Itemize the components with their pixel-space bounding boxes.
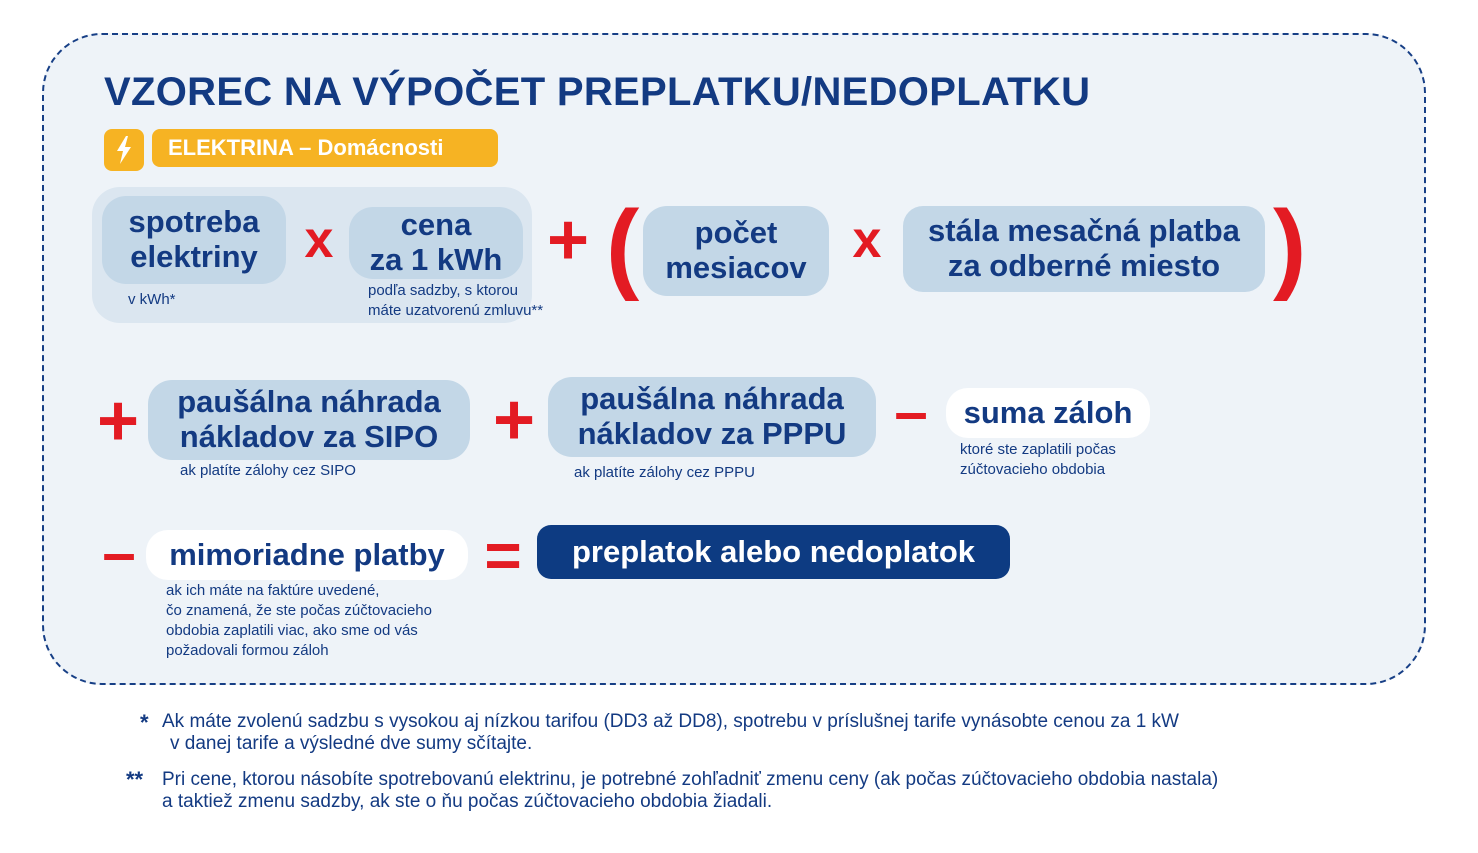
extra-note-1: ak ich máte na faktúre uvedené, bbox=[166, 582, 380, 599]
plus-operator-1: + bbox=[546, 200, 590, 280]
footnote-2-line1: Pri cene, ktorou násobíte spotrebovanú elektrinu, je potrebné zohľadniť zmenu ceny (ak počas zúčtovacieho obdobia nastala) bbox=[162, 769, 1219, 790]
sipo-line2: nákladov za SIPO bbox=[179, 419, 439, 454]
deposits-note-1: ktoré ste zaplatili počas bbox=[960, 441, 1116, 458]
consumption-box bbox=[102, 196, 286, 284]
footnote-2-mark: ** bbox=[126, 767, 144, 792]
fixed-fee-box bbox=[903, 206, 1265, 292]
deposits-note-2: zúčtovacieho obdobia bbox=[960, 461, 1106, 478]
extra-payments-box: mimoriadne platby bbox=[146, 530, 468, 580]
consumption-line1: spotreba bbox=[128, 204, 260, 240]
extra-note-4: požadovali formou záloh bbox=[166, 642, 329, 659]
price-line2: za 1 kWh bbox=[369, 242, 503, 277]
price-box bbox=[349, 207, 523, 279]
deposits-box: suma záloh bbox=[946, 388, 1150, 438]
result-box: preplatok alebo nedoplatok bbox=[537, 525, 1010, 579]
category-badge: ELEKTRINA – Domácnosti bbox=[152, 129, 498, 167]
plus-operator-2: + bbox=[96, 381, 140, 461]
open-parenthesis: ( bbox=[606, 190, 640, 302]
pppu-line1: paušálna náhrada bbox=[580, 381, 844, 417]
sipo-box bbox=[148, 380, 470, 460]
equals-operator: = bbox=[484, 519, 522, 591]
lightning-icon bbox=[104, 129, 144, 171]
close-parenthesis: ) bbox=[1273, 190, 1307, 302]
minus-operator-2: – bbox=[102, 519, 136, 586]
sipo-line1: paušálna náhrada bbox=[177, 384, 441, 420]
multiply-operator-1: x bbox=[304, 211, 334, 269]
footnote-1-line2: v danej tarife a výsledné dve sumy sčítajte. bbox=[170, 733, 533, 754]
footnote-1-mark: * bbox=[140, 710, 149, 735]
pppu-line2: nákladov za PPPU bbox=[577, 416, 847, 451]
price-note-1: podľa sadzby, s ktorou bbox=[368, 282, 519, 299]
plus-operator-3: + bbox=[492, 380, 536, 460]
minus-operator-1: – bbox=[894, 378, 928, 445]
consumption-line2: elektriny bbox=[130, 239, 258, 274]
months-box bbox=[643, 206, 829, 296]
months-line1: počet bbox=[694, 215, 778, 251]
months-line2: mesiacov bbox=[665, 250, 807, 285]
footnote-2-line2: a taktiež zmenu sadzby, ak ste o ňu počas zúčtovacieho obdobia žiadali. bbox=[162, 791, 773, 812]
price-note-2: máte uzatvorenú zmluvu** bbox=[368, 302, 544, 319]
pppu-note: ak platíte zálohy cez PPPU bbox=[574, 464, 755, 481]
price-line1: cena bbox=[400, 207, 472, 243]
pppu-box bbox=[548, 377, 876, 457]
multiply-operator-2: x bbox=[852, 211, 882, 269]
sipo-note: ak platíte zálohy cez SIPO bbox=[180, 462, 356, 479]
extra-note-2: čo znamená, že ste počas zúčtovacieho bbox=[166, 602, 432, 619]
fixed-fee-line2: za odberné miesto bbox=[947, 248, 1221, 283]
page-title: VZOREC NA VÝPOČET PREPLATKU/NEDOPLATKU bbox=[104, 70, 1091, 114]
footnote-1-line1: Ak máte zvolenú sadzbu s vysokou aj nízkou tarifou (DD3 až DD8), spotrebu v príslušnej tarife vynásobte cenou za 1 kW bbox=[162, 711, 1179, 732]
consumption-note: v kWh* bbox=[128, 291, 176, 308]
fixed-fee-line1: stála mesačná platba bbox=[928, 213, 1240, 249]
extra-note-3: obdobia zaplatili viac, ako sme od vás bbox=[166, 622, 418, 639]
